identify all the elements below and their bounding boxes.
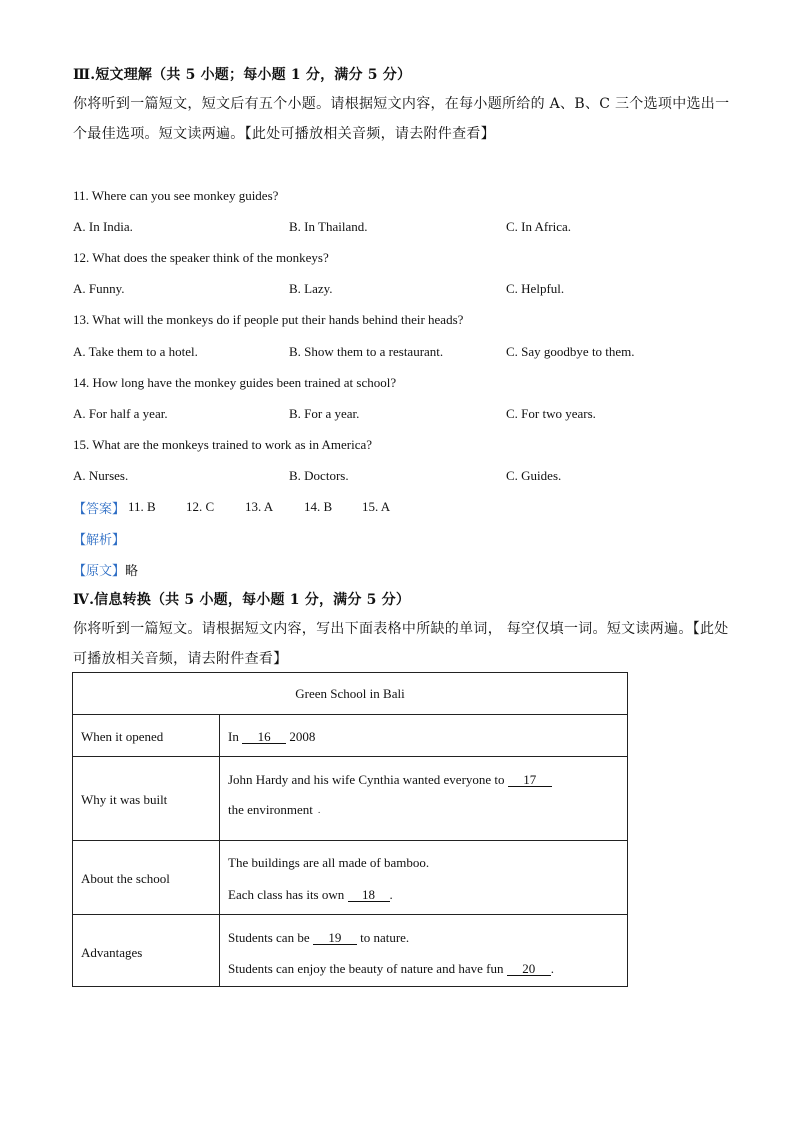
question-12-option-b: B. Lazy. (289, 281, 333, 296)
question-14-option-c: C. For two years. (506, 406, 596, 421)
answer-tag: 【答案】 (73, 502, 126, 517)
table-row (73, 756, 627, 841)
question-15: 15. What are the monkeys trained to work as in America? (73, 437, 373, 452)
info-table (72, 672, 628, 987)
blank-17: 17 (508, 773, 552, 787)
blank-16: 16 (242, 730, 286, 744)
row-why-built-line1: John Hardy and his wife Cynthia wanted everyone to 17 (228, 772, 552, 788)
row-why-built-line2-dot: . (318, 805, 321, 815)
question-15-option-c: C. Guides. (506, 468, 562, 483)
answer-item-12: 12. C (186, 499, 215, 514)
question-13-option-c: C. Say goodbye to them. (506, 344, 635, 359)
answer-item-13: 13. A (245, 499, 274, 514)
original-text: 略 (125, 564, 139, 579)
question-13-option-a: A. Take them to a hotel. (73, 344, 198, 359)
table-row (73, 914, 627, 987)
table-title-row (73, 673, 627, 714)
row-why-built-line2: the environment (228, 802, 313, 817)
row-advantages-line1: Students can be 19 to nature. (228, 930, 410, 945)
analysis-tag: 【解析】 (73, 533, 126, 548)
row-label-about-school: About the school (81, 871, 170, 886)
section3-instruction-line1: 你将听到一篇短文，短文后有五个小题。请根据短文内容，在每小题所给的 A、B、C 三个选项中选出一 (73, 96, 730, 112)
blank-19: 19 (313, 931, 357, 945)
question-14-option-b: B. For a year. (289, 406, 360, 421)
row-about-school-line1: The buildings are all made of bamboo. (228, 855, 430, 870)
section3-instruction-line2: 个最佳选项。短文读两遍。【此处可播放相关音频，请去附件查看】 (73, 126, 495, 142)
question-15-option-b: B. Doctors. (289, 468, 349, 483)
row-about-school-line2: Each class has its own 18 . (228, 887, 393, 902)
question-11-option-a: A. In India. (73, 219, 133, 234)
section4-instruction-line2: 可播放相关音频，请去附件查看】 (73, 651, 288, 667)
question-14: 14. How long have the monkey guides been trained at school? (73, 375, 397, 390)
question-11-option-b: B. In Thailand. (289, 219, 368, 234)
section4-instruction-line1: 你将听到一篇短文。请根据短文内容，写出下面表格中所缺的单词， 每空仅填一词。短文读两遍。【此处 (73, 621, 729, 637)
table-title: Green School in Bali (295, 686, 405, 701)
original-text-line (73, 560, 138, 579)
answer-item-14: 14. B (304, 499, 333, 514)
question-12-option-a: A. Funny. (73, 281, 125, 296)
answer-item-15: 15. A (362, 499, 391, 514)
question-11-option-c: C. In Africa. (506, 219, 571, 234)
question-12: 12. What does the speaker think of the monkeys? (73, 250, 329, 265)
blank-18: 18 (348, 888, 390, 902)
row-when-opened-content: In 16 2008 (228, 729, 316, 744)
section3-title: Ⅲ.短文理解（共 5 小题；每小题 1 分，满分 5 分） (73, 67, 412, 83)
question-14-option-a: A. For half a year. (73, 406, 168, 421)
row-label-when-opened: When it opened (81, 729, 164, 744)
row-label-why-built: Why it was built (81, 792, 168, 807)
answer-item-11: 11. B (128, 499, 156, 514)
question-12-option-c: C. Helpful. (506, 281, 565, 296)
answer-row (73, 498, 391, 517)
row-label-advantages: Advantages (81, 945, 143, 960)
row-advantages-line2: Students can enjoy the beauty of nature and have fun 20 . (228, 961, 554, 976)
question-11: 11. Where can you see monkey guides? (73, 188, 279, 203)
section4-title: Ⅳ.信息转换（共 5 小题，每小题 1 分，满分 5 分） (73, 592, 411, 608)
question-13: 13. What will the monkeys do if people put their hands behind their heads? (73, 312, 464, 327)
table-row (73, 840, 627, 915)
blank-20: 20 (507, 962, 551, 976)
table-row (73, 714, 627, 757)
question-13-option-b: B. Show them to a restaurant. (289, 344, 444, 359)
original-tag: 【原文】 (73, 564, 126, 579)
question-15-option-a: A. Nurses. (73, 468, 129, 483)
